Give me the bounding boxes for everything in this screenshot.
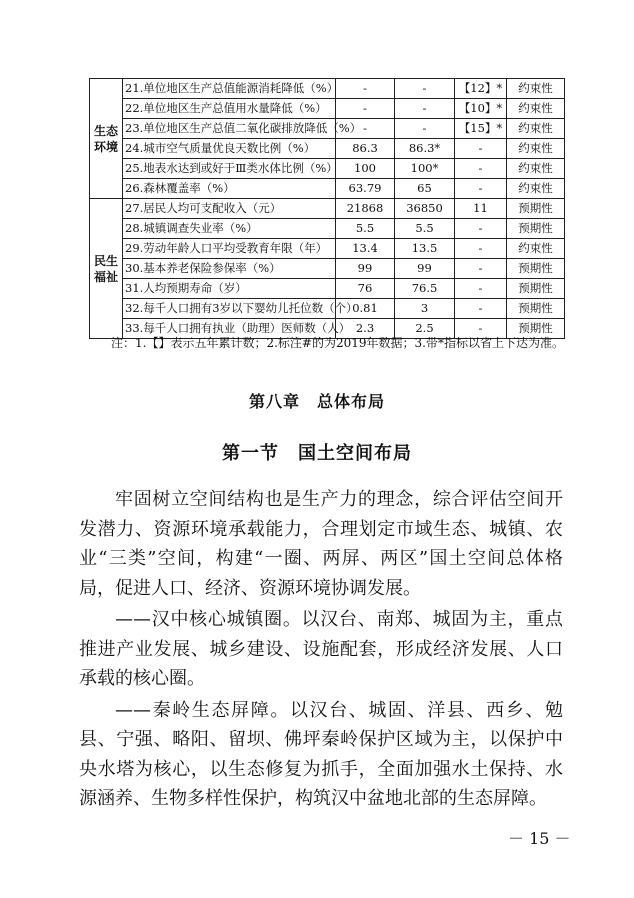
value-cell: - (455, 219, 507, 239)
table-row (90, 299, 565, 319)
table-row (90, 139, 565, 159)
value-cell: - (336, 99, 395, 119)
table-row (90, 99, 565, 119)
indicator-name-cell: 21.单位地区生产总值能源消耗降低（%） (123, 79, 336, 99)
paragraph-lead: ——汉中核心城镇圈。 (115, 609, 302, 630)
value-cell: 预期性 (507, 259, 565, 279)
paragraph (79, 696, 563, 814)
value-cell: 约束性 (507, 159, 565, 179)
value-cell: - (336, 119, 395, 139)
value-cell: 13.5 (395, 239, 455, 259)
value-cell: 100* (395, 159, 455, 179)
value-cell: 2.3 (336, 319, 395, 339)
indicator-name-cell: 22.单位地区生产总值用水量降低（%） (123, 99, 336, 119)
value-cell: 约束性 (507, 119, 565, 139)
value-cell: 约束性 (507, 179, 565, 199)
table-row (90, 239, 565, 259)
indicator-name-cell: 23.单位地区生产总值二氧化碳排放降低（%） (123, 119, 336, 139)
table-row (90, 159, 565, 179)
indicator-name-cell: 30.基本养老保险参保率（%） (123, 259, 336, 279)
value-cell: - (455, 279, 507, 299)
table-row (90, 219, 565, 239)
value-cell: - (455, 239, 507, 259)
value-cell: 【12】* (455, 79, 507, 99)
value-cell: 100 (336, 159, 395, 179)
table-note: 注：1.【】表示五年累计数；2.标注#的为2019年数据；3.带*指标以省上下达为准。 (111, 336, 564, 350)
paragraph (79, 605, 563, 694)
value-cell: - (455, 159, 507, 179)
value-cell: 【15】* (455, 119, 507, 139)
category-label: 生态 (93, 123, 118, 138)
table-row (90, 79, 565, 99)
value-cell: 5.5 (336, 219, 395, 239)
category-label: 民生 (93, 253, 118, 268)
value-cell: - (455, 299, 507, 319)
indicator-name-cell: 28.城镇调查失业率（%） (123, 219, 336, 239)
value-cell: 约束性 (507, 99, 565, 119)
body-text (79, 485, 563, 814)
indicator-name-cell: 31.人均预期寿命（岁） (123, 279, 336, 299)
indicator-name-cell: 25.地表水达到或好于Ⅲ类水体比例（%） (123, 159, 336, 179)
section-title: 第一节 国土空间布局 (222, 443, 412, 464)
value-cell: - (455, 139, 507, 159)
value-cell: 0.81 (336, 299, 395, 319)
indicator-name-cell: 24.城市空气质量优良天数比例（%） (123, 139, 336, 159)
value-cell: - (455, 179, 507, 199)
table-row (90, 119, 565, 139)
indicator-table (89, 78, 565, 339)
value-cell: 2.5 (395, 319, 455, 339)
value-cell: 65 (395, 179, 455, 199)
paragraph-text: 牢固树立空间结构也是生产力的理念，综合评估空间开发潜力、资源环境承载能力，合理划定市域生态、城镇、农业“三类”空间，构建“一圈、两屏、两区”国土空间总体格局，促进人口、经济、资源环境协调发展。 (79, 489, 563, 599)
table-row (90, 279, 565, 299)
category-label: 福祉 (93, 269, 118, 284)
page-number: － 15 － (508, 829, 571, 848)
indicator-name-cell: 33.每千人口拥有执业（助理）医师数（人） (123, 319, 336, 339)
value-cell: 约束性 (507, 139, 565, 159)
chapter-title: 第八章 总体布局 (248, 392, 385, 411)
value-cell: 36850 (395, 199, 455, 219)
category-cell (90, 199, 123, 339)
value-cell: - (395, 99, 455, 119)
value-cell: 预期性 (507, 279, 565, 299)
value-cell: 约束性 (507, 79, 565, 99)
value-cell: 99 (336, 259, 395, 279)
paragraph-text: 以汉台、城固、洋县、西乡、勉县、宁强、略阳、留坝、佛坪秦岭保护区域为主，以保护中央水塔为核心，以生态修复为抓手，全面加强水土保持、水源涵养、生物多样性保护，构筑汉中盆地北部的生态屏障。 (79, 699, 563, 809)
indicator-name-cell: 29.劳动年龄人口平均受教育年限（年） (123, 239, 336, 259)
category-cell (90, 79, 123, 199)
value-cell: 76.5 (395, 279, 455, 299)
value-cell: - (395, 119, 455, 139)
value-cell: 5.5 (395, 219, 455, 239)
value-cell: 86.3 (336, 139, 395, 159)
table-row (90, 199, 565, 219)
value-cell: - (455, 259, 507, 279)
table-row (90, 179, 565, 199)
value-cell: 13.4 (336, 239, 395, 259)
value-cell: 86.3* (395, 139, 455, 159)
value-cell: - (455, 319, 507, 339)
paragraph-lead: ——秦岭生态屏障。 (115, 699, 290, 721)
value-cell: 21868 (336, 199, 395, 219)
value-cell: 预期性 (507, 219, 565, 239)
indicator-name-cell: 27.居民人均可支配收入（元） (123, 199, 336, 219)
paragraph-text: 以汉台、南郑、城固为主，重点推进产业发展、城乡建设、设施配套，形成经济发展、人口承载的核心圈。 (79, 609, 563, 689)
category-label: 环境 (93, 139, 118, 154)
value-cell: - (395, 79, 455, 99)
indicator-name-cell: 26.森林覆盖率（%） (123, 179, 336, 199)
value-cell: 76 (336, 279, 395, 299)
value-cell: 99 (395, 259, 455, 279)
value-cell: 预期性 (507, 319, 565, 339)
value-cell: 11 (455, 199, 507, 219)
value-cell: 3 (395, 299, 455, 319)
value-cell: 63.79 (336, 179, 395, 199)
value-cell: 预期性 (507, 199, 565, 219)
value-cell: - (336, 79, 395, 99)
value-cell: 预期性 (507, 299, 565, 319)
value-cell: 【10】* (455, 99, 507, 119)
paragraph (79, 485, 563, 603)
table-row (90, 259, 565, 279)
value-cell: 约束性 (507, 239, 565, 259)
indicator-name-cell: 32.每千人口拥有3岁以下婴幼儿托位数（个） (123, 299, 336, 319)
